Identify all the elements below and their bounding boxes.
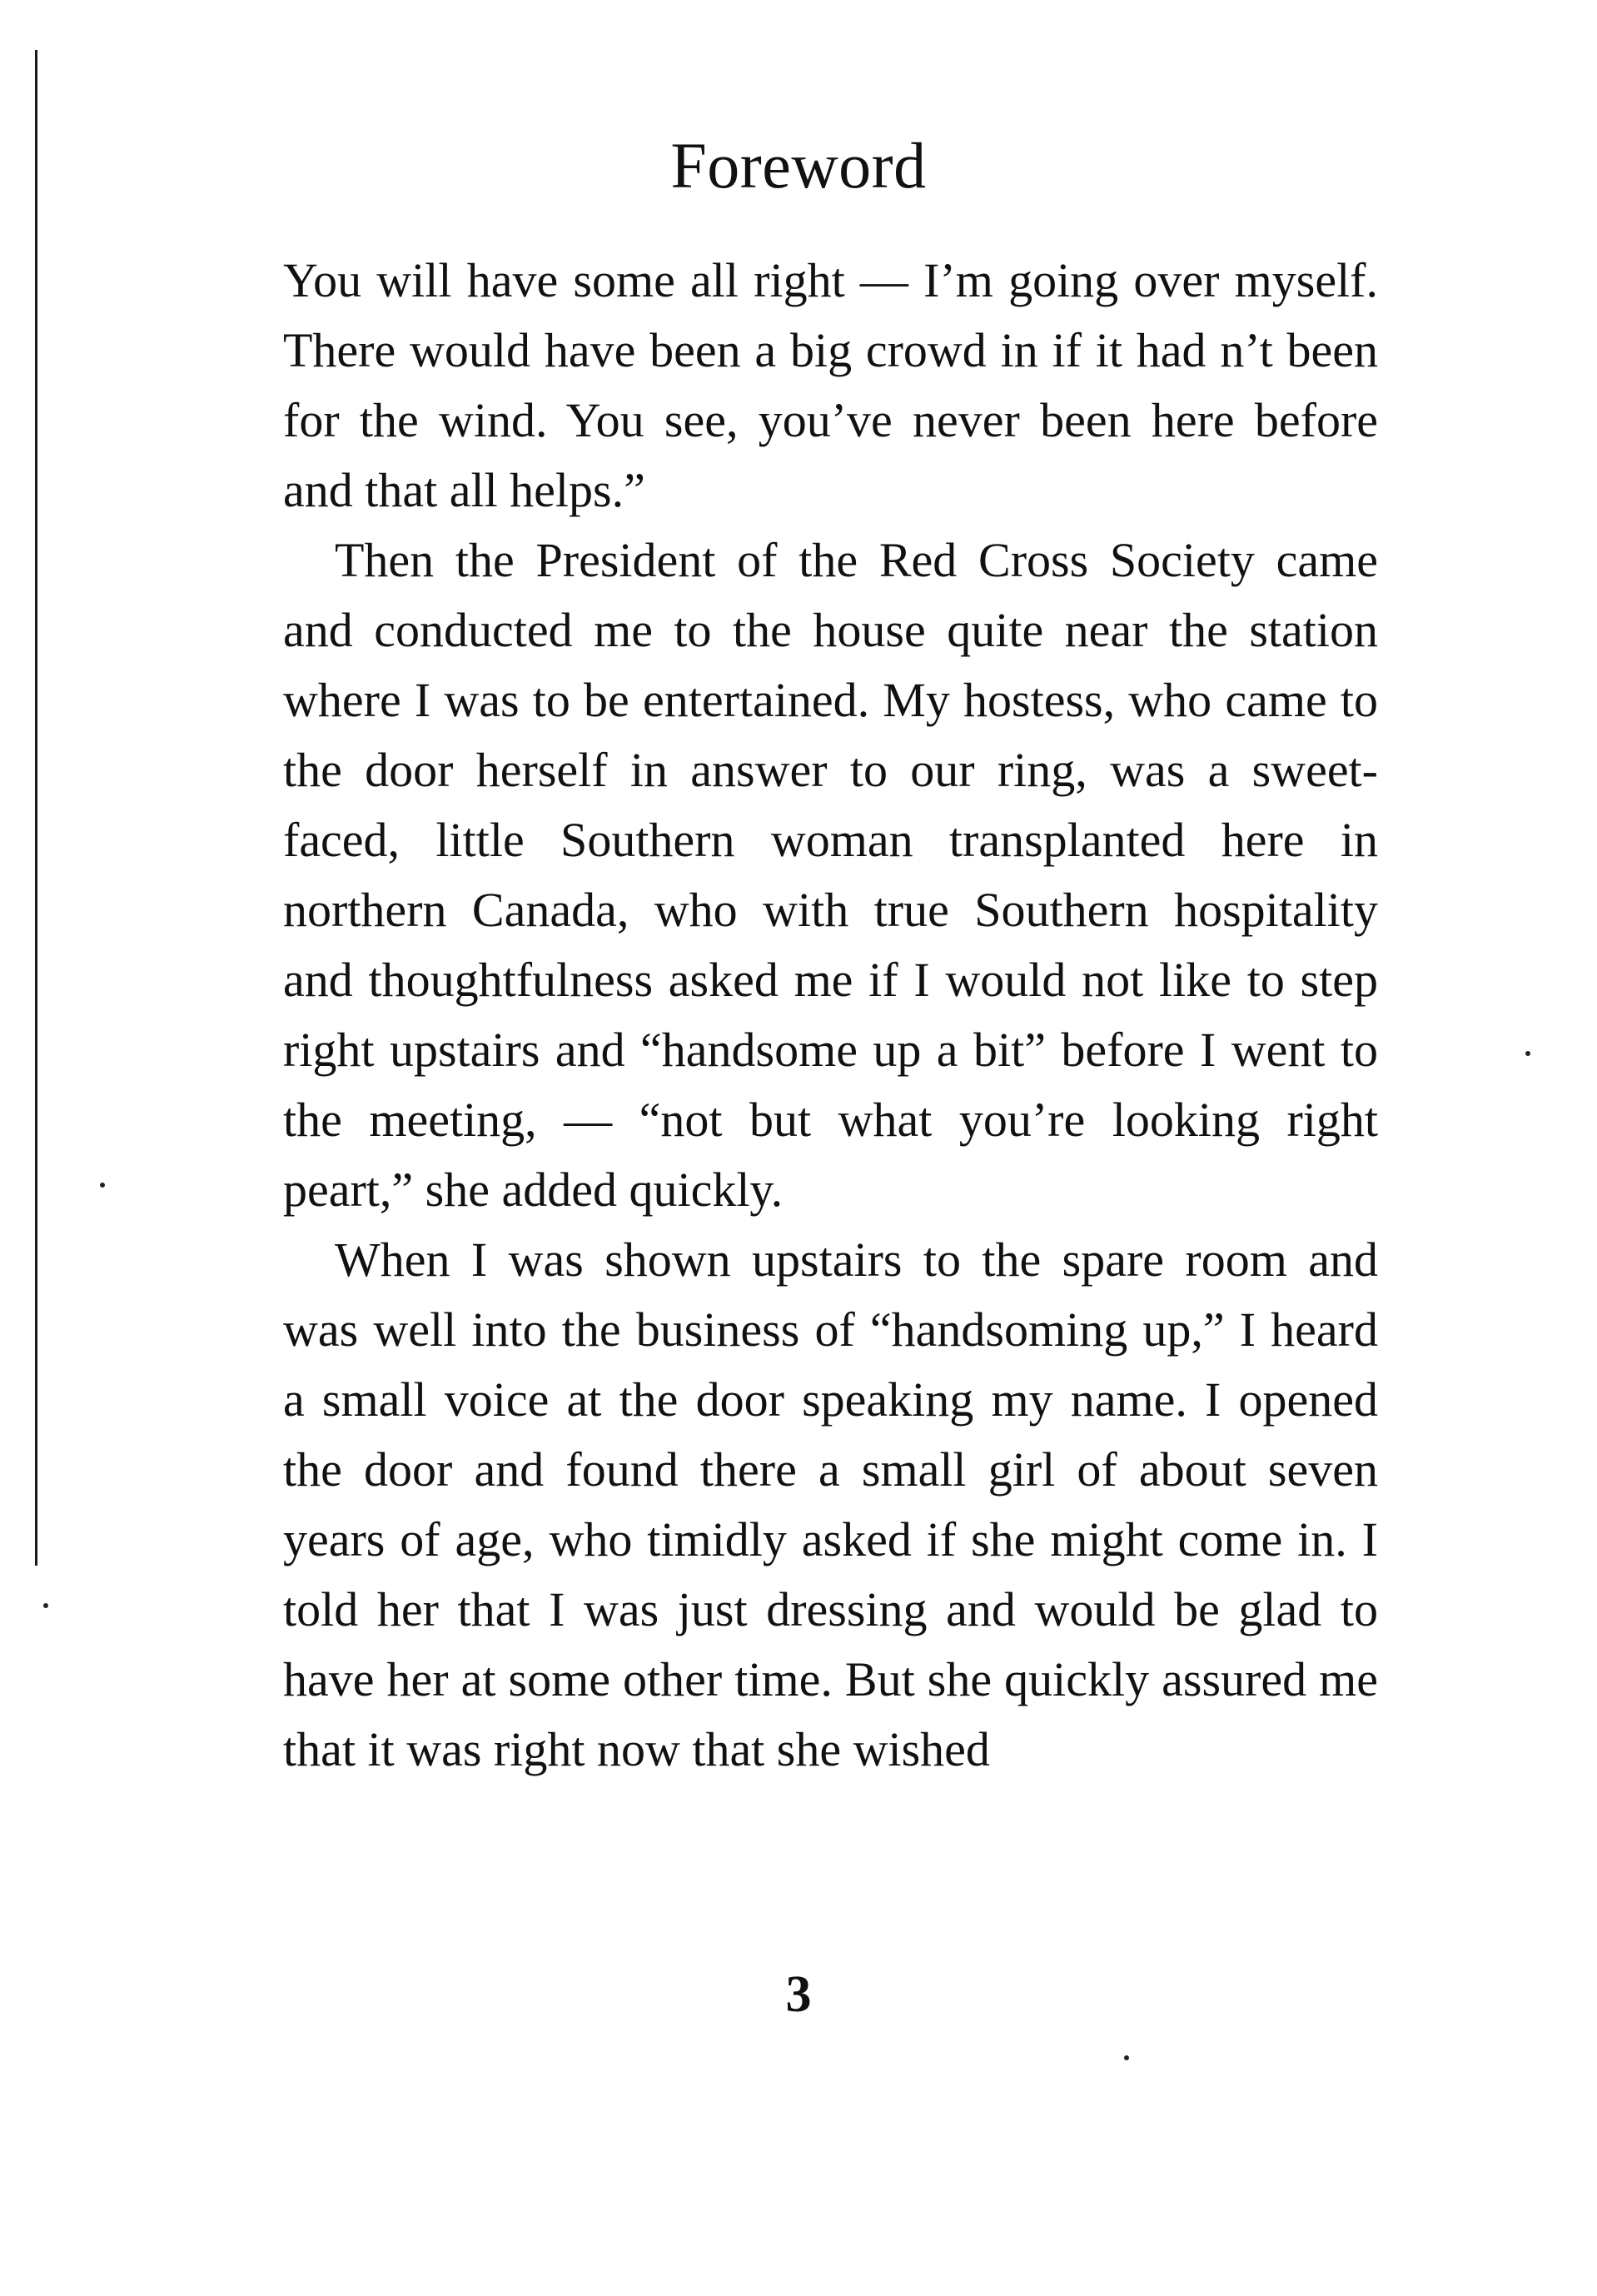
paragraph: Then the President of the Red Cross Society came and conducted me to the house quite near the station where I was to be entertained. My hostess, who came to the door herself in answer to our ring, was a sweet-faced, little Southern woman transplanted here in northern Canada, who with true Southern hospitality and thoughtfulness asked me if I would not like to step right upstairs and “handsome up a bit” before I went to the meeting, — “not but what you’re looking right peart,” she added quickly.: [283, 533, 1378, 1217]
scan-speck: [43, 1603, 48, 1608]
scan-speck: [1124, 2055, 1129, 2060]
page-body: [283, 246, 1378, 1785]
page-number: 3: [785, 1966, 812, 2023]
paragraph: When I was shown upstairs to the spare room and was well into the business of “handsoming up,” I heard a small voice at the door speaking my name. I opened the door and found there a small girl of about seven years of age, who timidly asked if she might come in. I told her that I was just dressing and would be glad to have her at some other time. But she quickly assured me that it was right now that she wished: [283, 1233, 1378, 1776]
running-header: Foreword: [670, 129, 927, 202]
paragraph: You will have some all right — I’m going over myself. There would have been a big crowd in if it had n’t been for the wind. You see, you’ve never been here before and that all helps.”: [283, 253, 1378, 517]
scan-speck: [100, 1183, 105, 1188]
scan-speck: [1525, 1051, 1530, 1056]
binding-edge: [35, 50, 37, 1566]
